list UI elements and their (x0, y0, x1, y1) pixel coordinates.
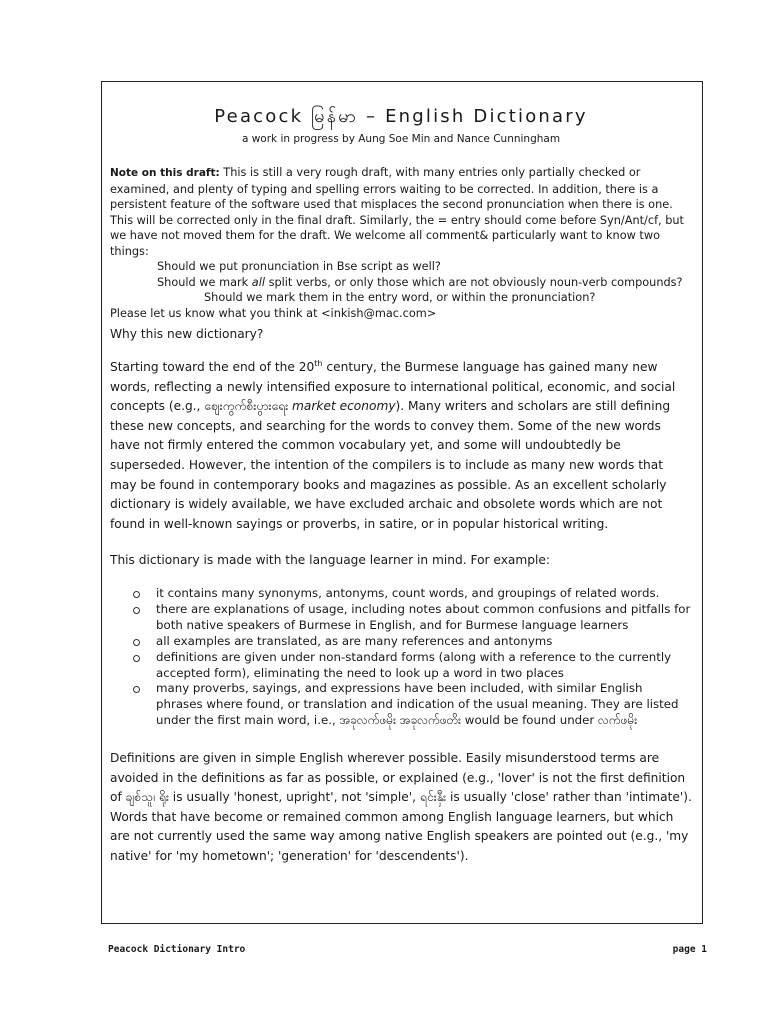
intro-emphasis: market economy (292, 399, 396, 414)
bullet-icon (133, 655, 140, 662)
bullet-icon (133, 686, 140, 693)
note-label: Note on this draft: (110, 167, 220, 179)
list-item-text: many proverbs, sayings, and expressions have been included, with similar English phrases where found, or translation and indication of the usual meaning. They are listed under the first main word, i.e., အခုလက်ဖမိုး အခုလက်ဖတိး would be found under လက်ဖမိုး (156, 681, 679, 728)
list-item (156, 586, 692, 602)
intro-superscript: th (314, 358, 323, 368)
intro-text-c: ). Many writers and scholars are still defining these new concepts, and searching for the words to convey them. Some of the new words have not firmly entered the common vocabulary yet, and some will undoubtedly be superseded. However, the intention of the compilers is to include as many new words that may be found in contemporary books and magazines as possible. As an excellent scholarly dictionary is widely available, we have excluded archaic and obsolete words which are not found in well-known sayings or proverbs, in satire, or in popular historical writing. (110, 399, 671, 531)
intro-text-a: Starting toward the end of the 20 (110, 360, 315, 374)
document-subtitle: a work in progress by Aung Soe Min and Nance Cunningham (241, 133, 561, 145)
list-item-text: there are explanations of usage, including notes about common confusions and pitfalls for both native speakers of Burmese in English, and for Burmese language learners (156, 601, 691, 632)
note-question-1: Should we put pronunciation in Bse script as well? (157, 260, 441, 273)
list-item-text: definitions are given under non-standard forms (along with a reference to the currently accepted form), eliminating the need to look up a word in two places (156, 649, 672, 680)
footer-title: Peacock Dictionary Intro (108, 944, 246, 955)
list-item-text: all examples are translated, as are many references and antonyms (156, 633, 553, 648)
note-paragraph (110, 165, 692, 259)
note-text: This is still a very rough draft, with many entries only partially checked or examined, and plenty of typing and spelling errors waiting to be corrected. In addition, there is a persistent feature of the software used that misplaces the second pronunciation when there is one. This will be corrected only in the final draft. Similarly, the = entry should come before Syn/Ant/cf, but we have not moved them for the draft. We welcome all comment& particularly want to know two things: (110, 166, 684, 258)
list-item (156, 650, 692, 682)
bullet-icon (133, 591, 140, 598)
why-heading: Why this new dictionary? (110, 327, 264, 341)
bullet-icon (133, 607, 140, 614)
intro-paragraph (110, 358, 692, 534)
note-contact: Please let us know what you think at <inkish@mac.com> (110, 306, 437, 320)
draft-note (110, 165, 692, 321)
note-q2-emphasis: all (251, 275, 265, 289)
list-item-text: it contains many synonyms, antonyms, count words, and groupings of related words. (156, 586, 660, 600)
bullet-icon (133, 639, 140, 646)
note-q2-pre: Should we mark (157, 275, 252, 289)
footer-page-number: page 1 (672, 944, 707, 955)
note-question-2 (110, 275, 692, 291)
definitions-paragraph: Definitions are given in simple English wherever possible. Easily misunderstood terms are avoided in the definitions as far as possible, or explained (e.g., 'lover' is not the first definition of ချစ်သူ၊ ရိုး is usually 'honest, upright', not 'simple', ရင်းနှီး is usually 'close' rather than 'intimate'). Words that have become or remained common among English language learners, but which are not currently used the same way among native English speakers are pointed out (e.g., 'my native' for 'my hometown'; 'generation' for 'descendents'). (110, 751, 692, 863)
list-item (156, 602, 692, 634)
feature-list (110, 586, 692, 729)
document-title: Peacock မြန်မာ – English Dictionary (214, 106, 588, 127)
list-item (156, 634, 692, 650)
page-frame (101, 81, 703, 924)
note-question-3: Should we mark them in the entry word, or within the pronunciation? (204, 291, 596, 304)
note-q2-post: split verbs, or only those which are not obviously noun-verb compounds? (265, 275, 683, 289)
learner-paragraph: This dictionary is made with the language learner in mind. For example: (110, 553, 550, 567)
list-item (156, 681, 692, 729)
intro-text-b: century, the Burmese language has gained many new words, reflecting a newly intensified exposure to international political, economic, and social concepts (e.g., ဈေးကွက်စီးပွားရေး (110, 360, 676, 414)
